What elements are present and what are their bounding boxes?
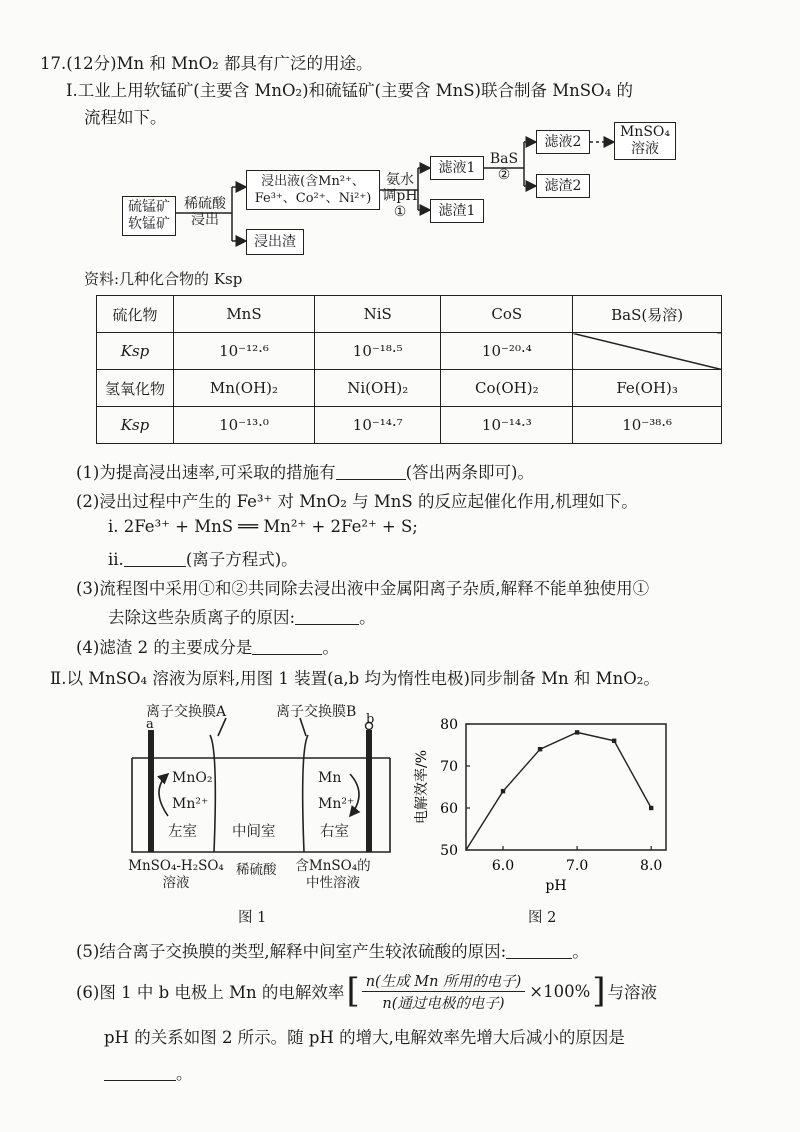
table-cell: Ni(OH)₂ bbox=[314, 370, 441, 407]
table-cell: 10⁻²⁰·⁴ bbox=[441, 333, 573, 370]
table-cell: Co(OH)₂ bbox=[441, 370, 573, 407]
y-tick-label: 50 bbox=[440, 843, 458, 859]
q4-text: (4)滤渣 2 的主要成分是 bbox=[76, 638, 253, 657]
filtrate1-box: 滤液1 bbox=[430, 156, 484, 180]
y-axis-label: 电解效率/% bbox=[414, 749, 430, 825]
question-2: (2)浸出过程中产生的 Fe³⁺ 对 MnO₂ 与 MnS 的反应起催化作用,机理如下。 bbox=[76, 492, 638, 511]
ore-box: 硫锰矿 软锰矿 bbox=[122, 196, 176, 236]
table-cell: 10⁻¹³·⁰ bbox=[174, 407, 315, 444]
efficiency-fraction bbox=[362, 970, 526, 1013]
electrode-a-label: a bbox=[146, 717, 154, 732]
question-header: 17.(12分)Mn 和 MnO₂ 都具有广泛的用途。 bbox=[40, 54, 373, 73]
data-point bbox=[538, 747, 542, 751]
q1-tail: (答出两条即可)。 bbox=[405, 463, 534, 482]
electrode-b bbox=[366, 730, 372, 852]
question-5 bbox=[76, 938, 589, 962]
table-cell-empty bbox=[573, 333, 722, 370]
data-point bbox=[575, 730, 579, 734]
membrane-b-label: 离子交换膜B bbox=[276, 704, 357, 720]
q6-tail: 。 bbox=[176, 1064, 193, 1083]
table-caption-text: 资料:几种化合物的 Ksp bbox=[84, 270, 243, 288]
q3-text: 去除这些杂质离子的原因: bbox=[108, 608, 296, 627]
efficiency-chart bbox=[410, 712, 690, 902]
membrane-a-label: 离子交换膜A bbox=[146, 704, 227, 720]
table-cell: 10⁻¹⁴·⁷ bbox=[314, 407, 441, 444]
row-label: 硫化物 bbox=[97, 296, 174, 333]
q5-tail: 。 bbox=[572, 942, 589, 961]
figure-1-caption: 图 1 bbox=[238, 910, 267, 926]
y-tick-label: 80 bbox=[440, 717, 458, 733]
answer-blank[interactable] bbox=[124, 550, 186, 568]
answer-blank[interactable] bbox=[104, 1064, 176, 1082]
question-6-answer bbox=[104, 1060, 193, 1084]
table-row bbox=[97, 296, 722, 333]
right-top-species: Mn bbox=[318, 770, 342, 786]
table-cell: 10⁻¹⁸·⁵ bbox=[314, 333, 441, 370]
question-1 bbox=[76, 459, 534, 483]
part-2-intro: Ⅱ.以 MnSO₄ 溶液为原料,用图 1 装置(a,b 均为惰性电极)同步制备 Mn 和 MnO₂。 bbox=[50, 669, 660, 688]
answer-blank[interactable] bbox=[506, 942, 572, 960]
right-room-label: 右室 bbox=[320, 824, 349, 840]
table-cell: NiS bbox=[314, 296, 441, 333]
product-box: MnSO₄ 溶液 bbox=[614, 122, 676, 160]
data-point bbox=[501, 789, 505, 793]
middle-room-label: 中间室 bbox=[232, 824, 276, 840]
q5-text: (5)结合离子交换膜的类型,解释中间室产生较浓硫酸的原因: bbox=[76, 942, 507, 961]
step1-label: 氨水 调pH ① bbox=[382, 172, 418, 220]
table-cell: BaS(易溶) bbox=[573, 296, 722, 333]
x-tick-label: 7.0 bbox=[565, 858, 589, 874]
data-point bbox=[612, 739, 616, 743]
q2-step-i: ⅰ. 2Fe³⁺ + MnS ══ Mn²⁺ + 2Fe²⁺ + S; bbox=[108, 517, 418, 536]
q3-tail: 。 bbox=[359, 608, 376, 627]
left-bottom-species: Mn²⁺ bbox=[172, 796, 209, 812]
leach-step-label: 稀硫酸 浸出 bbox=[184, 196, 226, 228]
right-bottom-species: Mn²⁺ bbox=[318, 796, 355, 812]
table-cell: CoS bbox=[441, 296, 573, 333]
electrode-a bbox=[148, 730, 154, 852]
plot-frame bbox=[466, 724, 666, 850]
x-tick-label: 6.0 bbox=[491, 858, 515, 874]
table-row bbox=[97, 333, 722, 370]
bracket-right: ] bbox=[592, 971, 606, 1011]
left-room-label: 左室 bbox=[168, 824, 197, 840]
left-top-species: MnO₂ bbox=[172, 770, 213, 786]
question-6-cont: pH 的关系如图 2 所示。随 pH 的增大,电解效率先增大后减小的原因是 bbox=[104, 1028, 625, 1047]
q6-text: (6)图 1 中 b 电极上 Mn 的电解效率 bbox=[76, 983, 345, 1002]
q4-tail: 。 bbox=[322, 638, 339, 657]
table-cell: 10⁻¹⁴·³ bbox=[441, 407, 573, 444]
data-point bbox=[649, 806, 653, 810]
table-cell: Fe(OH)₃ bbox=[573, 370, 722, 407]
fraction-denominator: n(通过电极的电子) bbox=[382, 995, 505, 1012]
question-4 bbox=[76, 634, 339, 658]
y-tick-label: 70 bbox=[440, 759, 458, 775]
q2-ii-prefix: ⅱ. bbox=[108, 550, 124, 569]
residue-box: 浸出渣 bbox=[246, 229, 304, 255]
table-cell: 10⁻³⁸·⁶ bbox=[573, 407, 722, 444]
solid1-box: 滤渣1 bbox=[430, 199, 484, 223]
part1-intro-cont: 流程如下。 bbox=[84, 108, 167, 127]
question-6 bbox=[76, 970, 657, 1012]
answer-blank[interactable] bbox=[295, 608, 359, 626]
q6-factor: ×100% bbox=[529, 981, 591, 1001]
row-label: Ksp bbox=[97, 407, 174, 444]
table-row bbox=[97, 370, 722, 407]
middle-solution-label: 稀硫酸 bbox=[236, 862, 277, 878]
x-tick-label: 8.0 bbox=[640, 858, 663, 874]
y-tick-label: 60 bbox=[440, 801, 458, 817]
solid2-box: 滤渣2 bbox=[536, 174, 590, 198]
table-cell: Mn(OH)₂ bbox=[174, 370, 315, 407]
electrode-b-label: b bbox=[366, 712, 375, 727]
answer-blank[interactable] bbox=[252, 638, 322, 656]
row-label: Ksp bbox=[97, 333, 174, 370]
table-row bbox=[97, 407, 722, 444]
table-cell: MnS bbox=[174, 296, 315, 333]
leachate-box: 浸出液(含Mn²⁺、 Fe³⁺、Co²⁺、Ni²⁺) bbox=[246, 170, 380, 210]
series-line bbox=[466, 732, 651, 850]
question-3: (3)流程图中采用①和②共同除去浸出液中金属阳离子杂质,解释不能单独使用① bbox=[76, 579, 650, 598]
question-3-cont bbox=[108, 604, 376, 628]
q2-step-ii bbox=[108, 546, 298, 570]
q6-suffix: 与溶液 bbox=[607, 983, 658, 1002]
step2-label: BaS ② bbox=[489, 151, 519, 183]
left-solution-label: MnSO₄-H₂SO₄ 溶液 bbox=[128, 858, 224, 891]
answer-blank[interactable] bbox=[336, 463, 406, 481]
right-solution-label: 含MnSO₄的 中性溶液 bbox=[295, 858, 371, 891]
figure-2-caption: 图 2 bbox=[528, 910, 557, 926]
table-caption bbox=[84, 268, 242, 289]
fraction-numerator: n(生成 Mn 所用的电子) bbox=[365, 973, 522, 990]
bracket-left: [ bbox=[346, 971, 360, 1011]
filtrate2-box: 滤液2 bbox=[536, 130, 590, 154]
part1-intro: Ⅰ.工业上用软锰矿(主要含 MnO₂)和硫锰矿(主要含 MnS)联合制备 MnSO₄ 的 bbox=[66, 81, 633, 100]
table-cell: 10⁻¹²·⁶ bbox=[174, 333, 315, 370]
ksp-table bbox=[96, 295, 722, 444]
q1-text: (1)为提高浸出速率,可采取的措施有 bbox=[76, 463, 336, 482]
flow-arrows bbox=[0, 0, 800, 270]
row-label: 氢氧化物 bbox=[97, 370, 174, 407]
q2-ii-tail: (离子方程式)。 bbox=[185, 550, 298, 569]
x-axis-label: pH bbox=[545, 878, 567, 894]
